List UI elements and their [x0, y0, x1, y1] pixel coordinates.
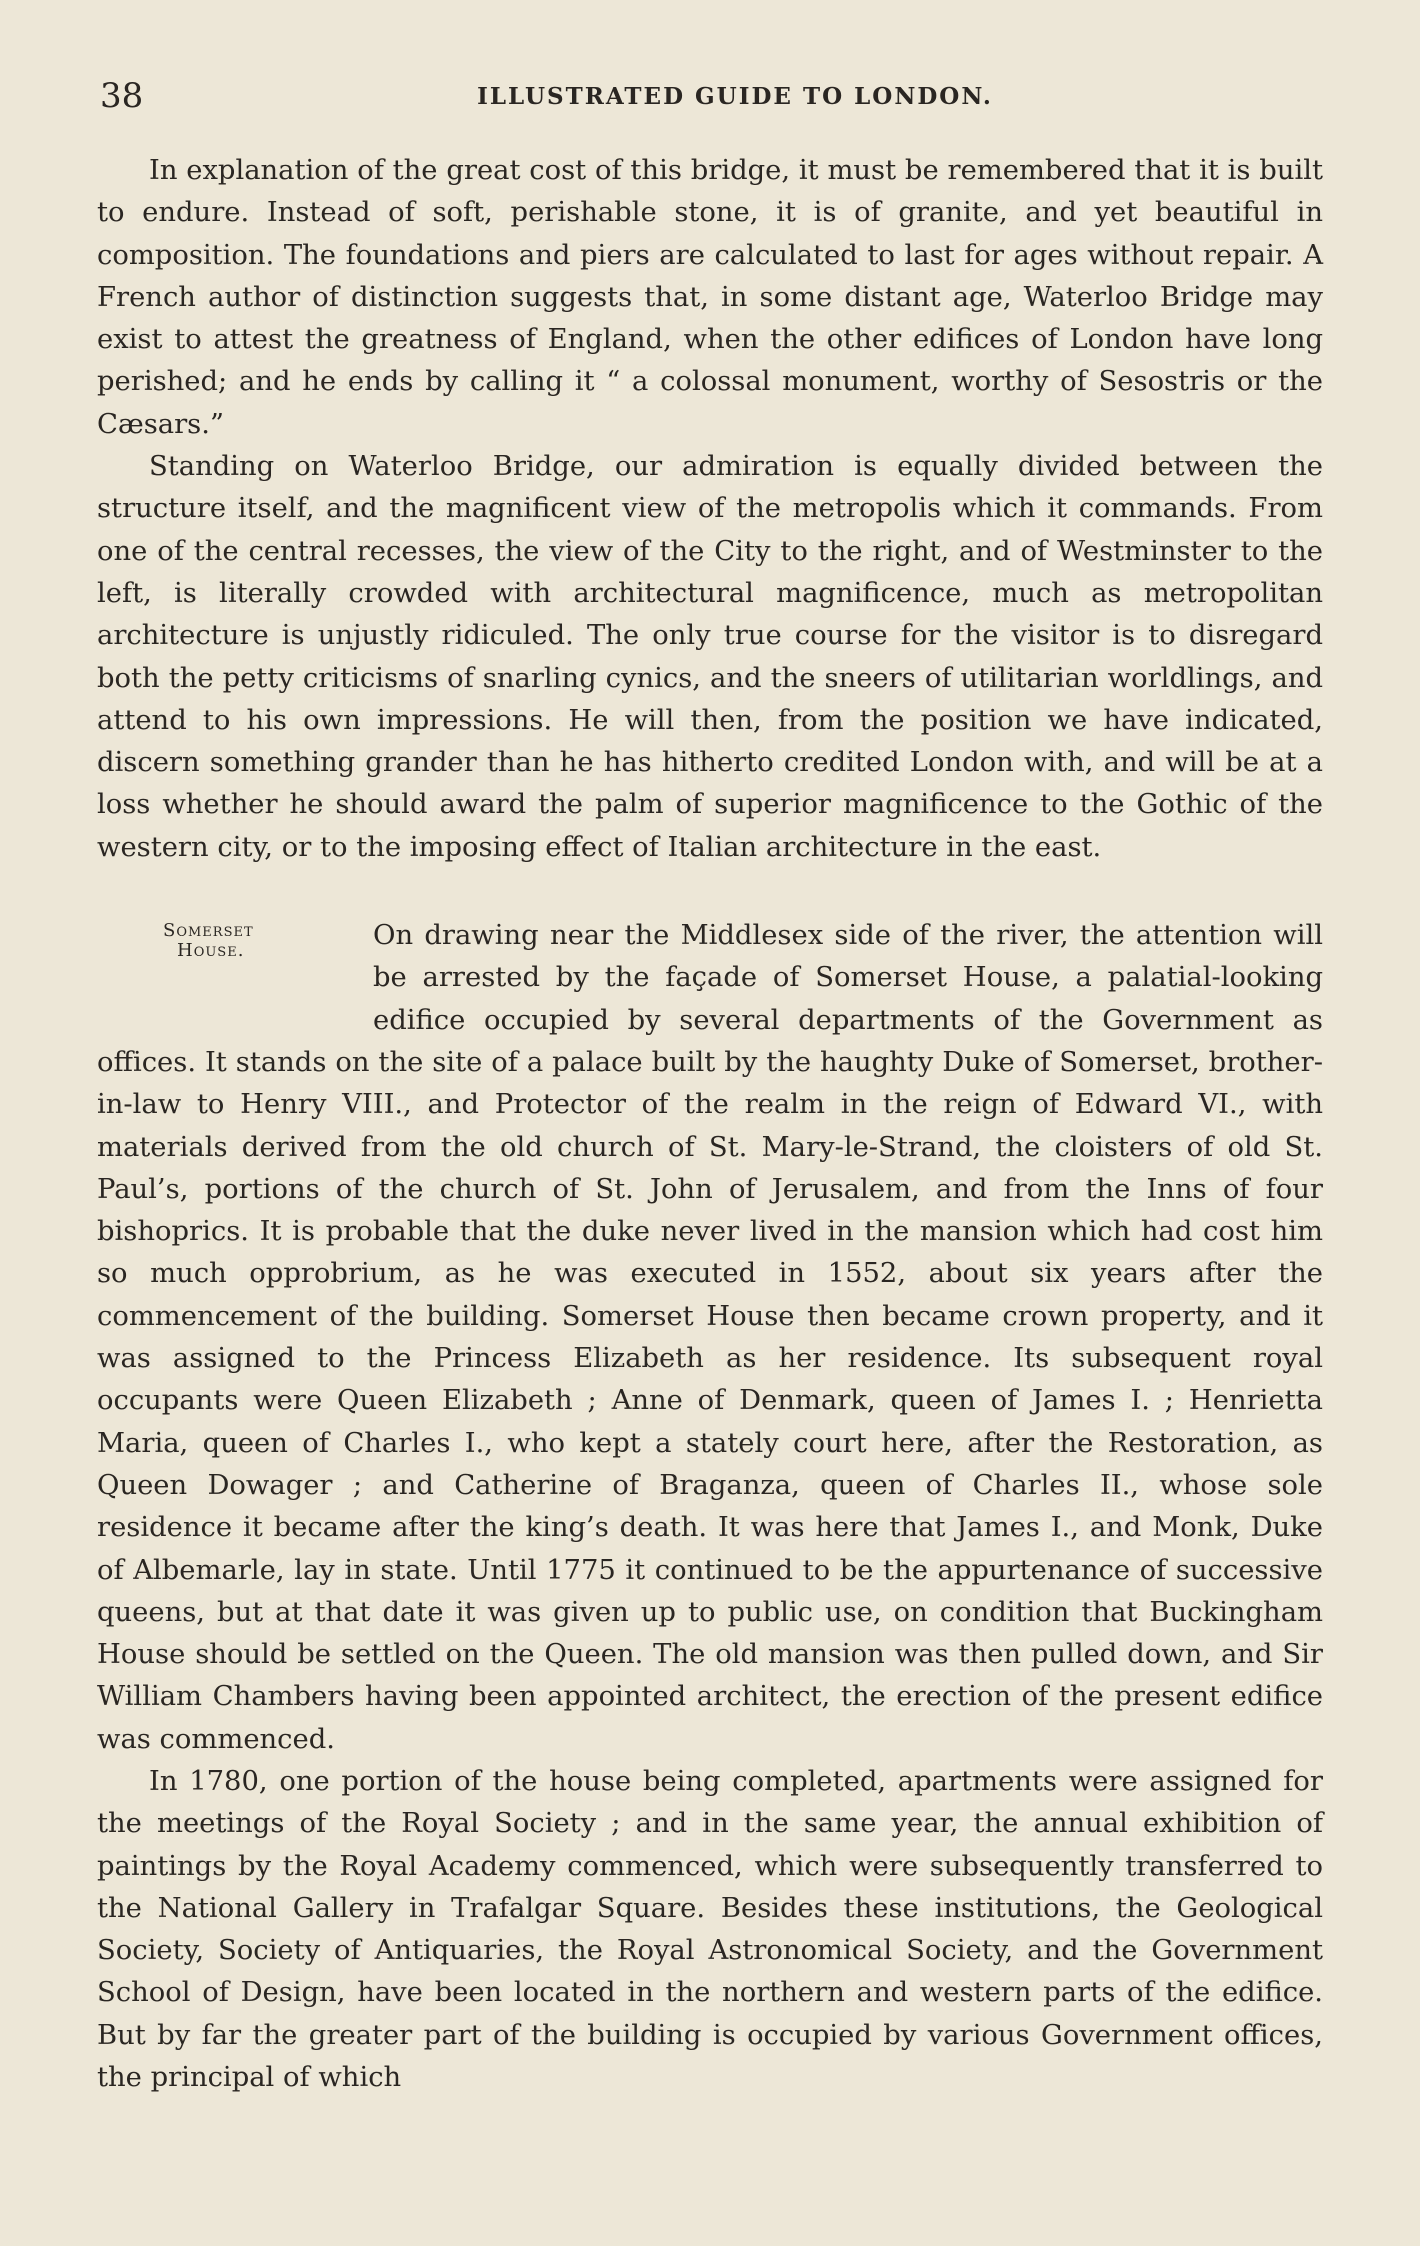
sidenote-somerset-house	[97, 915, 359, 1003]
sidenote-line-1: Somerset	[163, 920, 254, 942]
paragraph-royal-society: In 1780, one portion of the house being completed, apartments were assigned for the meetings of the Royal Society ; and in the same year, the annual exhibition of paintings by the Royal Academy commenced, which were subsequently transferred to the National Gallery in Trafalgar Square. Besides these institutions, the Geological Society, Society of Antiquaries, the Royal Astronomical Society, and the Government School of Design, have been located in the northern and western parts of the edifice. But by far the greater part of the building is occupied by various Government offices, the principal of which	[97, 1765, 1323, 2094]
body-text	[97, 150, 1323, 2099]
paragraph-waterloo-cost: In explanation of the great cost of this bridge, it must be remembered that it is built to endure. Instead of soft, perishable stone, it is of granite, and yet beautiful in composition. The foundations and piers are calculated to last for ages without repair. A French author of distinction suggests that, in some distant age, Waterloo Bridge may exist to attest the greatness of England, when the other edifices of London have long perished; and he ends by calling it “ a colossal monument, worthy of Sesostris or the Cæsars.”	[97, 155, 1323, 440]
page-header	[100, 76, 1330, 116]
page-number: 38	[100, 76, 144, 116]
sidenote-line-2: House.	[177, 940, 245, 962]
paragraph-waterloo-view: Standing on Waterloo Bridge, our admiration is equally divided between the structure itself, and the magnificent view of the metropolis which it commands. From one of the central recesses, the view of the City to the right, and of Westminster to the left, is literally crowded with architectural magnificence, much as metropolitan architecture is unjustly ridiculed. The only true course for the visitor is to disregard both the petty criticisms of snarling cynics, and the sneers of utilitarian worldlings, and attend to his own impressions. He will then, from the position we have indicated, discern something grander than he has hitherto credited London with, and will be at a loss whether he should award the palm of superior magnificence to the Gothic of the western city, or to the imposing effect of Italian architecture in the east.	[97, 451, 1323, 863]
running-title: ILLUSTRATED GUIDE TO LONDON.	[477, 83, 993, 110]
paragraph-somerset-house-text: On drawing near the Middlesex side of the river, the attention will be arrested by the façade of Somerset House, a palatial-looking edifice occupied by several departments of the Government as offices. It stands on the site of a palace built by the haughty Duke of Somerset, brother-in-law to Henry VIII., and Protector of the realm in the reign of Edward VI., with materials derived from the old church of St. Mary-le-Strand, the cloisters of old St. Paul’s, portions of the church of St. John of Jerusalem, and from the Inns of four bishoprics. It is probable that the duke never lived in the mansion which had cost him so much opprobrium, as he was executed in 1552, about six years after the commencement of the building. Somerset House then became crown property, and it was assigned to the Princess Elizabeth as her residence. Its subsequent royal occupants were Queen Elizabeth ; Anne of Denmark, queen of James I. ; Henrietta Maria, queen of Charles I., who kept a stately court here, after the Restoration, as Queen Dowager ; and Catherine of Braganza, queen of Charles II., whose sole residence it became after the king’s death. It was here that James I., and Monk, Duke of Albemarle, lay in state. Until 1775 it continued to be the appurtenance of successive queens, but at that date it was given up to public use, on condition that Buckingham House should be settled on the Queen. The old mansion was then pulled down, and Sir William Chambers having been appointed architect, the erection of the present edifice was commenced.	[97, 920, 1323, 1755]
paragraph-somerset-house	[97, 915, 1323, 1761]
